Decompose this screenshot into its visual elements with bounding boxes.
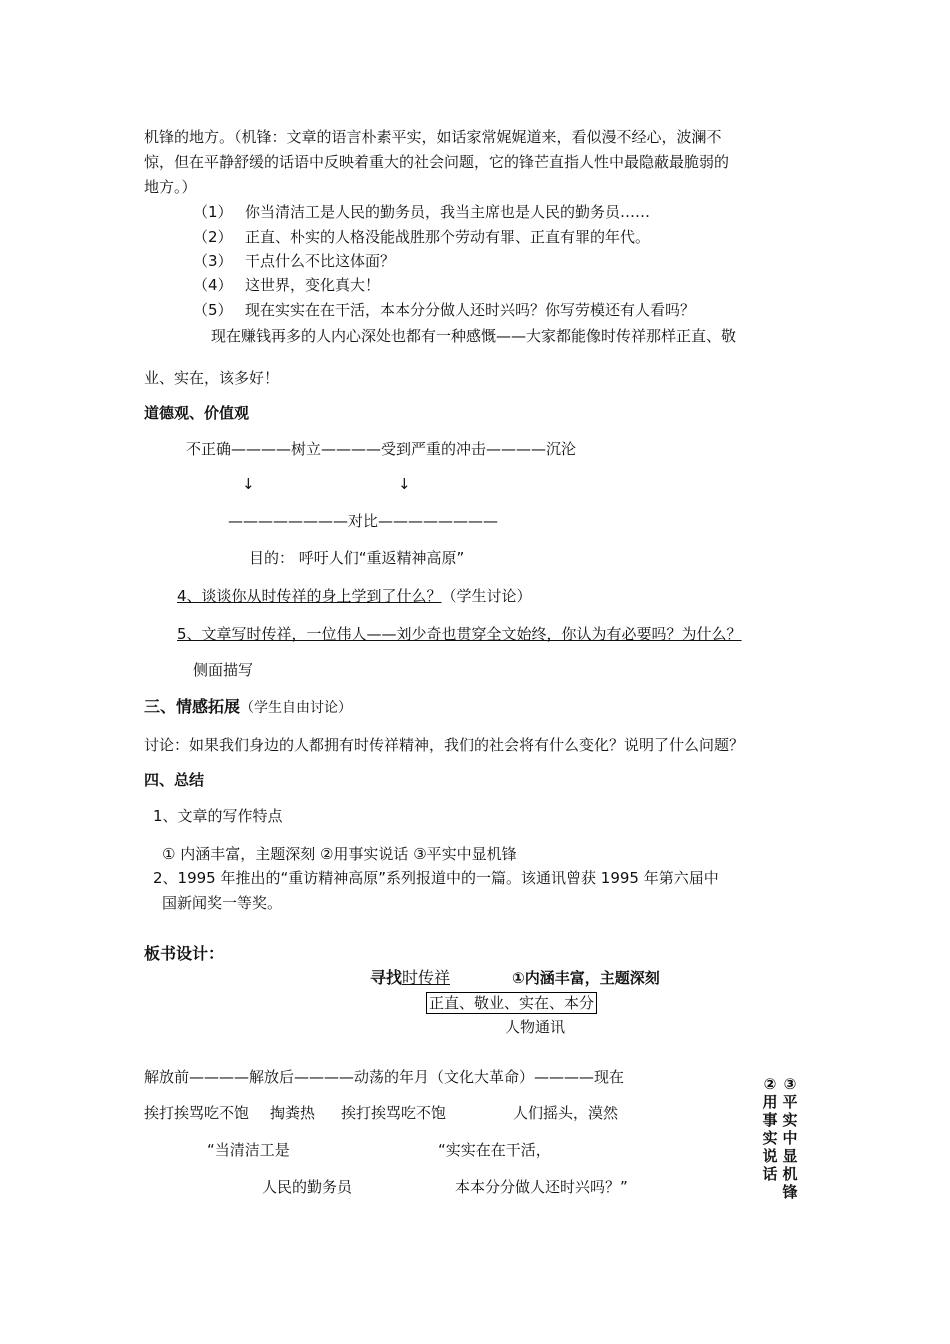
board-side-col-1: ②用事实说话: [762, 1075, 778, 1183]
board-qualities-box: 正直、敬业、实在、本分: [426, 992, 597, 1014]
board-title-name: 时传祥: [402, 968, 451, 987]
quote-text-5: 现在实实在在干活，本本分分做人还时兴吗？你写劳模还有人看吗？: [245, 301, 696, 319]
board-quote-right-1: “实实在在干活，: [438, 1141, 551, 1159]
board-timeline: 解放前————解放后————动荡的年月（文化大革命）————现在: [144, 1068, 625, 1086]
board-title: [370, 968, 450, 988]
quote-num-3: （3）: [193, 252, 233, 270]
quote-text-1: 你当清洁工是人民的勤务员，我当主席也是人民的勤务员……: [245, 203, 651, 221]
reflection-line-1: 现在赚钱再多的人内心深处也都有一种感慨——大家都能像时传祥那样正直、敬: [211, 327, 737, 345]
morality-chain: 不正确————树立————受到严重的冲击————沉沦: [186, 440, 577, 458]
morality-heading: 道德观、价值观: [144, 404, 250, 422]
question-4-note: （学生讨论）: [441, 587, 532, 605]
quote-text-4: 这世界，变化真大！: [245, 276, 381, 294]
board-title-bold: 寻找: [370, 968, 403, 987]
quote-num-1: （1）: [193, 203, 233, 221]
board-state-b: 掏粪热: [270, 1104, 316, 1122]
board-genre: 人物通讯: [505, 1018, 566, 1036]
quote-num-5: （5）: [193, 301, 233, 319]
intro-line-1: 机锋的地方。（机锋：文章的语言朴素平实，如话家常娓娓道来，看似漫不经心，波澜不: [144, 128, 722, 146]
down-arrow-icon: ↓: [398, 475, 411, 493]
board-heading: 板书设计：: [144, 944, 225, 963]
intro-line-2: 惊，但在平静舒缓的话语中反映着重大的社会问题，它的锋芒直指人性中最隐蔽最脆弱的: [144, 153, 730, 171]
question-4-text: 4、谈谈你从时传祥的身上学到了什么？: [177, 587, 442, 605]
board-side-text: [760, 1075, 802, 1199]
quote-num-4: （4）: [193, 276, 233, 294]
section-3-discussion: 讨论：如果我们身边的人都拥有时传祥精神，我们的社会将有什么变化？说明了什么问题？: [144, 736, 745, 754]
board-state-c: 挨打挨骂吃不饱: [341, 1104, 447, 1122]
intro-line-3: 地方。）: [144, 178, 197, 196]
quote-text-3: 干点什么不比这体面？: [245, 252, 396, 270]
morality-purpose: 目的： 呼吁人们“重返精神高原”: [249, 549, 465, 567]
section-3-heading: 三、情感拓展: [144, 697, 241, 716]
summary-item-2-line-2: 国新闻奖一等奖。: [162, 894, 283, 912]
board-quote-right-2: 本本分分做人还时兴吗？”: [455, 1178, 628, 1196]
summary-features: ① 内涵丰富，主题深刻 ②用事实说话 ③平实中显机锋: [162, 845, 517, 863]
quote-num-2: （2）: [193, 228, 233, 246]
question-4: [177, 586, 532, 606]
down-arrow-icon: ↓: [242, 475, 255, 493]
board-state-d: 人们摇头，漠然: [513, 1104, 619, 1122]
summary-item-2-line-1: 2、1995 年推出的“重访精神高原”系列报道中的一篇。该通讯曾获 1995 年第六届中: [153, 869, 719, 887]
section-4-heading: 四、总结: [144, 771, 205, 789]
board-side-col-2: ③平实中显机锋: [782, 1075, 798, 1199]
board-quote-left-1: “当清洁工是: [207, 1141, 290, 1159]
question-5: 5、文章写时传祥，一位伟人——刘少奇也贯穿全文始终，你认为有必要吗？为什么？: [177, 625, 742, 643]
section-3-note: （学生自由讨论）: [240, 700, 353, 716]
quote-text-2: 正直、朴实的人格没能战胜那个劳动有罪、正直有罪的年代。: [245, 228, 651, 246]
board-quote-left-2: 人民的勤务员: [262, 1178, 353, 1196]
question-5-answer: 侧面描写: [193, 661, 254, 679]
morality-contrast: ————————对比————————: [228, 512, 499, 530]
section-3-heading-line: [144, 697, 352, 718]
board-feature-1: ①内涵丰富，主题深刻: [512, 969, 660, 987]
reflection-line-2: 业、实在，该多好！: [144, 369, 280, 387]
summary-item-1: 1、文章的写作特点: [153, 807, 283, 825]
board-state-a: 挨打挨骂吃不饱: [144, 1104, 250, 1122]
